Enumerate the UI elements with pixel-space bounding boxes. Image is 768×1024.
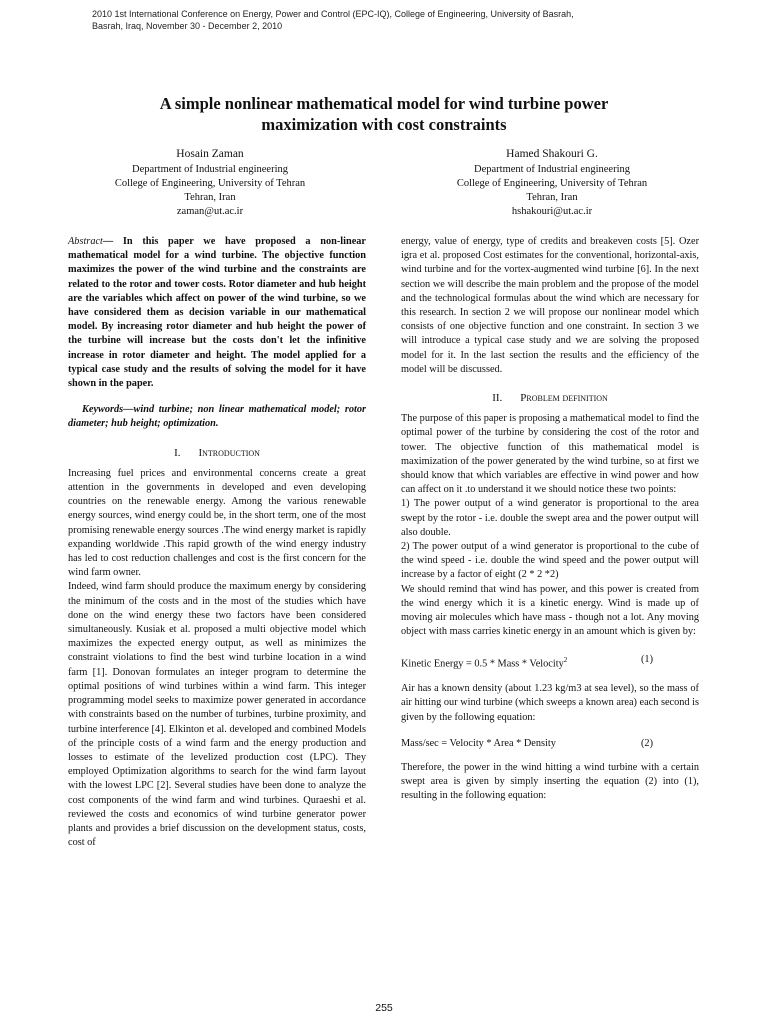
author-block-2 — [402, 147, 702, 219]
problem-point-2: 2) The power output of a wind generator is proportional to the cube of the wind speed - i.e. double the wind speed and the power output will increase by a factor of eight (2 * 2 *2) — [401, 541, 699, 581]
author-college: College of Engineering, University of Tehran — [114, 178, 306, 189]
left-column — [68, 235, 366, 850]
problem-point-1: 1) The power output of a wind generator is proportional to the area swept by the rotor - i.e. double the swept area and the power output will also double. — [401, 498, 699, 538]
equation-1-exponent: 2 — [563, 656, 568, 665]
author-dept: Department of Industrial engineering — [474, 164, 630, 175]
equation-1-body — [401, 653, 641, 672]
paper-title — [60, 93, 708, 135]
author-location: Tehran, Iran — [526, 192, 578, 203]
intro-paragraph-1: Increasing fuel prices and environmental concerns create a great attention in the governments in developed and even developing countries on the renewable energy. Among the various renewable energy sources, wind energy could be, in the short term, one of the most promising renewable energy sources .The wind energy market is rapidly expanding worldwide .This rapid growth of the wind energy industry has led to cost reduction challenges and cost is the first concern for the wind farm owner. — [68, 467, 366, 579]
conference-line-1: 2010 1st International Conference on Energy, Power and Control (EPC-IQ), College of Engineering, University of Basrah, — [92, 9, 574, 19]
author-college: College of Engineering, University of Tehran — [456, 178, 648, 189]
author-email: hshakouri@ut.ac.ir — [511, 206, 593, 217]
abstract-body: In this paper we have proposed a non-linear mathematical model for a wind turbine. The objective function maximizes the power of the wind turbine and the constraints are related to the rotor and tower costs. Rotor diameter and hub height are the variables which affect on power of the wind turbine, so we have considered them as decision variable in our mathematical model. By increasing rotor diameter and hub height the power of the turbine will increase but the costs don't let the infinitive increase in rotor diameter and height. The model applied for a typical case study and the results of solving the model for it have shown in the paper. — [68, 236, 366, 390]
section-heading-introduction — [68, 446, 366, 460]
equation-1-label: (1) — [641, 654, 654, 666]
author-email: zaman@ut.ac.ir — [176, 206, 244, 217]
section-title: Problem definition — [520, 392, 608, 405]
section-number: I. — [174, 446, 181, 459]
intro-continuation-paragraph: energy, value of energy, type of credits and breakeven costs [5]. Ozer igra et al. proposed Cost estimates for the conventional, horizontal-axis, wind turbine and for the vortex-augmented wind turbine [6]. In the next section we will describe the main problem and the propose of the model and the technological formulas about the wind which are necessary for this research. In section 2 we will propose our nonlinear model which consists of one objective function and one constraint. In section 3 we will introduce a typical case study and we are solving the proposed model for it. In the last section the results and the efficiency of the model will be discussed. — [401, 236, 699, 375]
equation-1-text: Kinetic Energy = 0.5 * Mass * Velocity — [401, 658, 564, 670]
title-line-2: maximization with cost constraints — [261, 115, 507, 134]
right-column — [401, 235, 699, 804]
section-heading-problem-definition — [401, 391, 699, 405]
title-line-1: A simple nonlinear mathematical model for wind turbine power — [159, 94, 609, 113]
author-dept: Department of Industrial engineering — [132, 164, 288, 175]
author-name: Hosain Zaman — [176, 148, 244, 160]
author-block-1 — [60, 147, 360, 219]
section-number: II. — [492, 392, 503, 405]
problem-paragraph-1: The purpose of this paper is proposing a mathematical model to find the optimal power of the turbine by considering the cost of the rotor and tower. The objective function of this mathematical model is maximization of the power generated by the wind turbine, so at first we should know that which variables are effective in wind power and how can affect on it .to understand it we should notice these two points: — [401, 413, 699, 496]
equation-1 — [401, 653, 699, 672]
abstract-dash: — — [102, 236, 114, 247]
power-paragraph: Therefore, the power in the wind hitting a wind turbine with a certain swept area is given by simply inserting the equation (2) into (1), resulting in the following equation: — [401, 761, 699, 802]
conference-header — [92, 8, 692, 32]
abstract-lead: Abstract — [68, 236, 103, 247]
page-number: 255 — [375, 1002, 393, 1014]
intro-paragraph-2: Indeed, wind farm should produce the maximum energy by considering the minimum of the costs and in the most of the studies which have done on the wind energy these two factors have been considered simultaneously. Kusiak et al. proposed a multi objective model which maximizes the expected energy output, as well as minimizes the constraint violations to find the best wind turbine location in a wind farm [1]. Donovan formulates an integer program to determine the optimal positions of wind turbines within a wind farm. This integer programming model seeks to maximize power generated in accordance with constraints based on the number of turbines, turbine proximity, and turbine interference [4]. Elkinton et al. developed and combined Models of the principle costs of a wind farm and the energy production and losses to estimate of the levelized production cost (LPC). They employed Optimization algorithms to search for the wind farm layout with the lowest LPC [2]. Several studies have been done to analyze the cost components of the wind farm and wind turbines. Quraeshi et al. reviewed the costs and economics of wind turbine generator power plants and provides a brief discussion on the development status, costs, cost of — [68, 581, 366, 849]
equation-2-label: (2) — [641, 737, 654, 749]
air-density-paragraph: Air has a known density (about 1.23 kg/m3 at sea level), so the mass of air hitting our wind turbine (which sweeps a known area) each second is given by the following equation: — [401, 683, 699, 723]
abstract — [68, 235, 366, 391]
section-title: Introduction — [198, 446, 260, 459]
equation-2-text: Mass/sec = Velocity * Area * Density — [401, 737, 556, 749]
keywords: Keywords—wind turbine; non linear mathematical model; rotor diameter; hub height; optimization. — [68, 404, 366, 430]
equation-2 — [401, 737, 699, 751]
problem-paragraph-kinetic: We should remind that wind has power, and this power is created from the wind energy which it is a kinetic energy. Wind is made up of moving air molecules which have mass - though not a lot. Any moving object with mass carries kinetic energy in an amount which is given by: — [401, 583, 699, 638]
conference-line-2: Basrah, Iraq, November 30 - December 2, 2010 — [92, 21, 283, 31]
author-name: Hamed Shakouri G. — [506, 148, 598, 160]
author-location: Tehran, Iran — [184, 192, 236, 203]
